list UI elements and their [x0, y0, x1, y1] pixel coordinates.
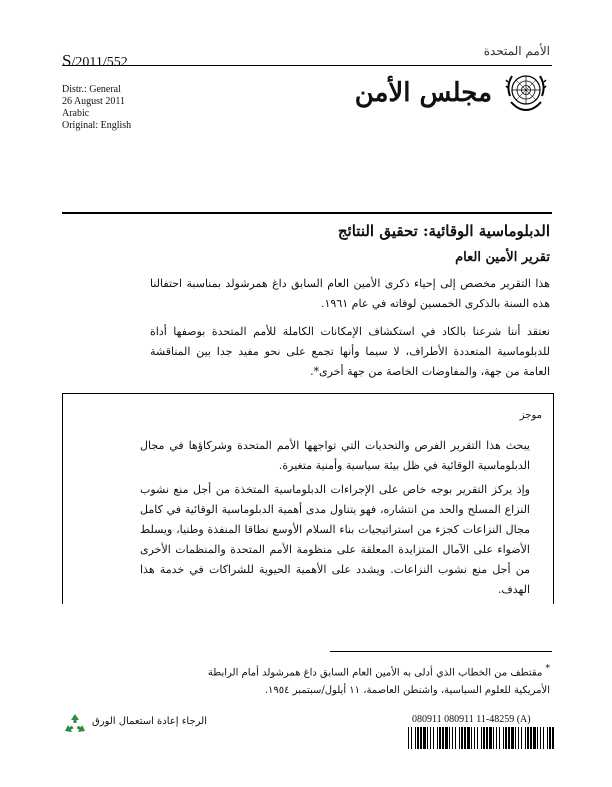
barcode-bar: [464, 727, 466, 749]
original-line: Original: English: [62, 120, 132, 131]
document-subtitle: تقرير الأمين العام: [455, 250, 550, 265]
language-line: Arabic: [62, 108, 90, 119]
barcode-bar: [477, 727, 478, 749]
barcode-bar: [439, 727, 441, 749]
barcode-bar: [486, 727, 488, 749]
barcode-bar: [445, 727, 448, 749]
barcode-bar: [508, 727, 510, 749]
barcode-bar: [420, 727, 422, 749]
document-symbol: [62, 51, 128, 71]
barcode-bar: [493, 727, 494, 749]
barcode-bar: [521, 727, 522, 749]
header-divider-top: [62, 65, 552, 66]
date-line: 26 August 2011: [62, 96, 125, 107]
barcode-bar: [525, 727, 526, 749]
organization-name: الأمم المتحدة: [483, 44, 550, 58]
barcode-bar: [449, 727, 450, 749]
barcode-bar: [552, 727, 554, 749]
distribution-block: [62, 84, 131, 132]
footnote-text: مقتطف من الخطاب الذي أدلى به الأمين العام السابق داغ همرشولد أمام الرابطة الأمريكية للعلوم السياسية، واشنطن العاصمة، ١١ أيلول/سبتمبر ١٩٥٤.: [207, 667, 550, 697]
barcode-bar: [461, 727, 463, 749]
barcode-bar: [483, 727, 485, 749]
distr-line: Distr.: General: [62, 84, 121, 95]
summary-paragraph: وإذ يركز التقرير بوجه خاص على الإجراءات الدبلوماسية المتخذة من أجل منع نشوب النزاع المسلح والحد من انتشاره، فهو يتناول مدى أهمية الدبلوماسية الوقائية في كامل مجال النزاعات كجزء من استراتيجيات بناء السلام الأوسع نطاقا المنفذة وطنيا، ويسلط الأضواء على الآمال المتزايدة المعلقة على منظومة الأمم المتحدة والمنظمات الأخرى من أجل منع نشوب النزاعات. ويشدد على الأهمية الحيوية للشراكات في خدمة هذا الهدف.: [140, 483, 530, 596]
barcode-bar: [503, 727, 504, 749]
barcode-bar: [474, 727, 475, 749]
barcode-bar: [459, 727, 460, 749]
barcode-bar: [467, 727, 470, 749]
barcode-bar: [530, 727, 532, 749]
summary-paragraph: يبحث هذا التقرير الفرص والتحديات التي تواجهها الأمم المتحدة وشركاؤها في مجال الدبلوماسية الوقائية في ظل بيئة سياسية وأمنية متغيرة.: [140, 439, 530, 472]
footnote: [190, 660, 550, 700]
barcode-bar: [415, 727, 416, 749]
footnote-rule: [330, 651, 552, 652]
barcode-bar: [537, 727, 538, 749]
barcode-bar: [533, 727, 536, 749]
barcode-bar: [455, 727, 456, 749]
barcode-bar: [549, 727, 551, 749]
symbol-prefix: S: [62, 51, 72, 70]
barcode-bar: [471, 727, 472, 749]
barcode-bar: [543, 727, 544, 749]
barcode-bar: [518, 727, 519, 749]
footnote-marker: *: [545, 664, 550, 674]
barcode-bar: [452, 727, 453, 749]
barcode-bar: [437, 727, 438, 749]
barcode-bar: [442, 727, 444, 749]
barcode-bar: [423, 727, 426, 749]
barcode-bar: [505, 727, 507, 749]
header-divider-bottom: [62, 212, 552, 214]
barcode-bar: [547, 727, 548, 749]
job-number: 080911 080911 11-48259 (A): [412, 714, 531, 725]
barcode-bar: [433, 727, 434, 749]
barcode-bar: [430, 727, 431, 749]
barcode-bar: [496, 727, 497, 749]
barcode-icon: [408, 727, 554, 749]
barcode-bar: [540, 727, 541, 749]
document-title: الدبلوماسية الوقائية: تحقيق النتائج: [337, 222, 550, 240]
summary-label: موجز: [519, 410, 542, 421]
barcode-bar: [417, 727, 419, 749]
barcode-bar: [481, 727, 482, 749]
barcode-bar: [427, 727, 428, 749]
barcode-bar: [527, 727, 529, 749]
barcode-bar: [489, 727, 492, 749]
recycle-icon: [62, 712, 88, 738]
symbol-rest: /2011/552: [71, 55, 128, 70]
recycle-notice: الرجاء إعادة استعمال الورق: [92, 716, 207, 727]
council-name: مجلس الأمن: [354, 78, 492, 108]
intro-paragraph: هذا التقرير مخصص إلى إحياء ذكرى الأمين العام السابق داغ همرشولد بمناسبة احتفالنا هذه السنة بالذكرى الخمسين لوفاته في عام ١٩٦١.: [150, 277, 550, 310]
quote-paragraph: نعتقد أننا شرعنا بالكاد في استكشاف الإمكانات الكاملة للأمم المتحدة بوصفها أداة للدبلوماسية المتعددة الأطراف، لا سيما وأنها تجمع على نحو مفيد جدا بين المناقشة العامة من جهة، والمفاوضات الخاصة من جهة أخرى*.: [150, 325, 550, 378]
barcode-bar: [411, 727, 412, 749]
barcode-bar: [408, 727, 409, 749]
un-emblem-icon: [502, 66, 550, 114]
barcode-bar: [499, 727, 500, 749]
barcode-bar: [511, 727, 514, 749]
barcode-bar: [515, 727, 516, 749]
